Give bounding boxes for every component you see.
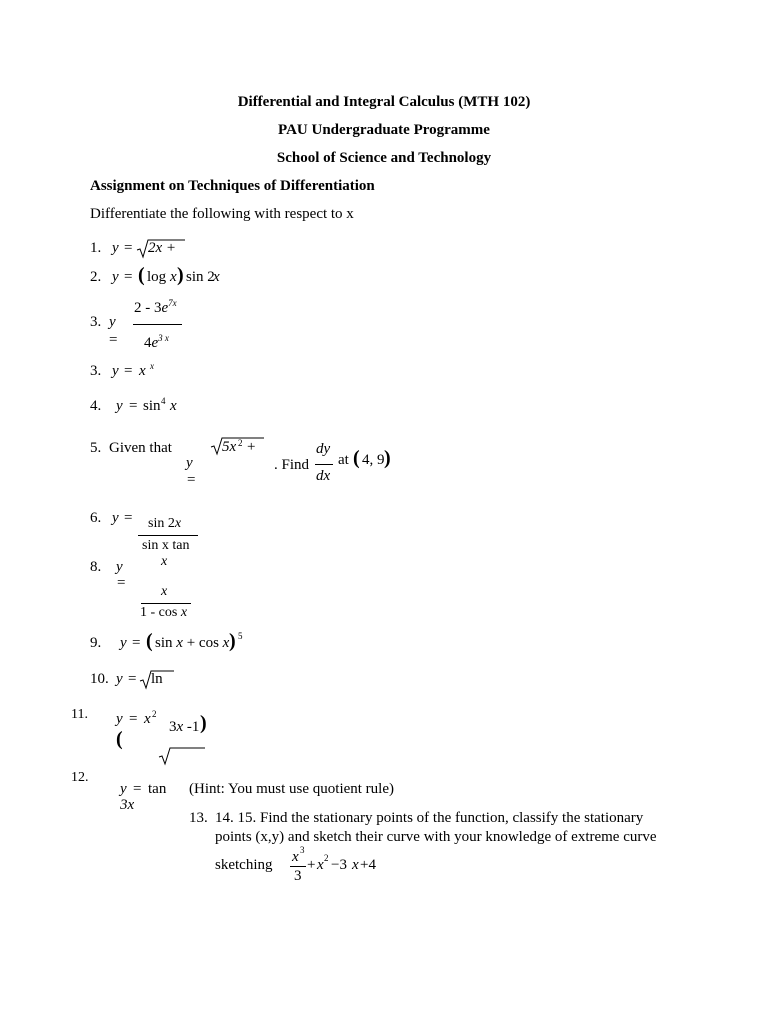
var-x: x xyxy=(170,269,177,285)
var-y: y xyxy=(186,455,193,471)
equals: = xyxy=(132,635,141,651)
question-number: 11. xyxy=(71,707,88,722)
var-y: y xyxy=(116,559,123,575)
question-number: 6. xyxy=(90,510,102,526)
denominator: sin x tan xyxy=(142,538,190,553)
exponent: 3 xyxy=(300,845,305,855)
question-number: 1. xyxy=(90,240,102,256)
equals: = xyxy=(124,363,133,379)
var-y: y xyxy=(109,314,116,330)
paren-open: ( xyxy=(138,264,145,286)
point: 4, 9 xyxy=(362,452,385,468)
denominator: $4e^{3 x}$ xyxy=(144,333,169,351)
fraction-bar xyxy=(315,464,333,465)
var-y: y xyxy=(112,269,119,285)
question-number: 13. xyxy=(189,810,208,826)
given-text: Given that xyxy=(109,440,172,456)
plus: + xyxy=(307,857,316,873)
var-x: x xyxy=(170,398,177,414)
numerator: sin 2x xyxy=(148,516,182,531)
paren-open: ( xyxy=(116,728,123,750)
sin-text: sin xyxy=(143,398,161,414)
fraction-denominator: 3 xyxy=(294,868,302,884)
var-x: x xyxy=(213,269,220,285)
expression: 3x -1 xyxy=(169,719,200,735)
question-number: 4. xyxy=(90,398,102,414)
var-x: x xyxy=(352,857,359,873)
equals: = xyxy=(124,269,133,285)
log-text: log xyxy=(147,269,167,285)
question-number: 9. xyxy=(90,635,102,651)
var-y: y xyxy=(116,711,123,727)
exponent: 2 xyxy=(324,853,329,863)
paren-close: ) xyxy=(229,630,236,652)
var-y: y xyxy=(112,240,119,256)
fraction-bar xyxy=(141,603,191,604)
paren-close: ) xyxy=(384,447,391,469)
expression: sin x + cos x xyxy=(155,635,230,651)
dy: dy xyxy=(316,441,331,457)
var-y: y xyxy=(116,398,123,414)
sqrt-icon xyxy=(158,746,206,766)
question-number: 8. xyxy=(90,559,102,575)
minus-three: −3 xyxy=(331,857,347,873)
plus-four: +4 xyxy=(360,857,376,873)
question-text-line-2: points (x,y) and sketch their curve with your knowledge of extreme curve xyxy=(215,829,657,845)
school-title: School of Science and Technology xyxy=(276,150,492,166)
var-x: x xyxy=(139,363,146,379)
var-y: y xyxy=(120,635,127,651)
var-x: x xyxy=(317,857,324,873)
paren-open: ( xyxy=(146,630,153,652)
paren-open: ( xyxy=(353,447,360,469)
exponent: 2 xyxy=(238,438,243,448)
course-title: Differential and Integral Calculus (MTH 102) xyxy=(237,94,531,110)
tan-text: tan xyxy=(148,781,167,797)
sin-text: sin 2 xyxy=(186,269,215,285)
var-y: y xyxy=(116,671,123,687)
paren-close: ) xyxy=(200,712,207,734)
radicand: 2x + xyxy=(148,240,177,256)
var-y: y xyxy=(112,510,119,526)
var-y: y xyxy=(120,781,127,797)
numerator: $2 - 3e^{7x}$ xyxy=(134,298,177,316)
question-number: 12. xyxy=(71,770,89,785)
at-text: at xyxy=(338,452,349,468)
equals: = xyxy=(128,671,137,687)
programme-title: PAU Undergraduate Programme xyxy=(278,122,490,138)
argument: 3x xyxy=(120,797,135,813)
question-number: 2. xyxy=(90,269,102,285)
plus: + xyxy=(247,439,256,455)
numerator: x xyxy=(161,584,168,599)
radicand: ln xyxy=(151,671,163,687)
var-x: x xyxy=(161,554,168,569)
paren-close: ) xyxy=(177,264,184,286)
hint-text: (Hint: You must use quotient rule) xyxy=(189,781,394,797)
question-text-line-1: 14. 15. Find the stationary points of the function, classify the stationary xyxy=(215,810,644,826)
fraction-bar xyxy=(138,535,198,536)
dx: dx xyxy=(316,468,331,484)
exponent: x xyxy=(150,361,154,371)
radicand: 5x xyxy=(222,439,237,455)
exponent: 4 xyxy=(161,396,166,406)
question-number: 3. xyxy=(90,363,102,379)
assignment-heading: Assignment on Techniques of Differentiation xyxy=(90,178,375,194)
equals: = xyxy=(124,240,133,256)
equals: = xyxy=(187,472,196,488)
var-y: y xyxy=(112,363,119,379)
fraction-numerator: x xyxy=(292,849,299,865)
equals: = xyxy=(117,575,126,591)
denominator: 1 - cos x xyxy=(140,605,188,620)
find-text: . Find xyxy=(274,457,310,473)
equals: = xyxy=(133,781,142,797)
equals: = xyxy=(109,332,118,348)
exponent: 2 xyxy=(152,709,157,719)
exponent: 5 xyxy=(238,631,243,641)
var-x: x xyxy=(144,711,151,727)
fraction-bar xyxy=(133,324,182,325)
equals: = xyxy=(129,398,138,414)
equals: = xyxy=(124,510,133,526)
question-number: 3. xyxy=(90,314,102,330)
question-number: 5. xyxy=(90,440,102,456)
equals: = xyxy=(129,711,138,727)
instruction: Differentiate the following with respect to x xyxy=(90,206,354,222)
question-number: 10. xyxy=(90,671,109,687)
question-text-line-3: sketching xyxy=(215,857,273,873)
fraction-bar xyxy=(290,866,306,867)
